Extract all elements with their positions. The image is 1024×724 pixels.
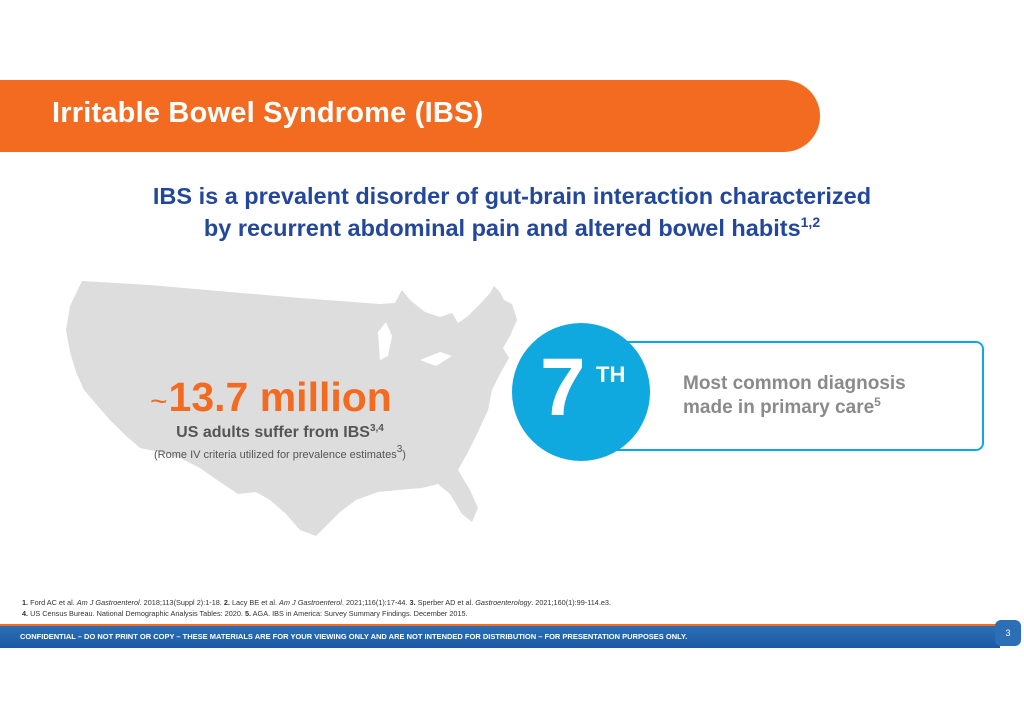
prevalence-value <box>150 374 410 421</box>
ref-number: 4. <box>22 609 29 618</box>
ref-number: 1. <box>22 598 29 607</box>
rank-text-line-2 <box>683 397 963 419</box>
ref-author: AGA. IBS in America: Survey Summary Findings. December 2015. <box>251 609 468 618</box>
rank-text-line-1: Most common diagnosis <box>683 373 906 394</box>
prevalence-note-close: ) <box>402 449 406 461</box>
references-line-1 <box>22 598 922 607</box>
prevalence-label-text: US adults suffer from IBS <box>176 424 370 441</box>
ref-author: US Census Bureau. National Demographic Analysis Tables: 2020. <box>28 609 245 618</box>
prevalence-note-text: (Rome IV criteria utilized for prevalence estimates <box>154 449 397 461</box>
ref-author: Ford AC et al. <box>28 598 77 607</box>
prevalence-number: 13.7 million <box>168 374 392 420</box>
rank-number: 7 <box>540 342 586 433</box>
prevalence-label <box>120 424 440 442</box>
headline-text-1: IBS is a prevalent disorder of gut-brain interaction characterized <box>152 183 872 209</box>
ref-citation: . 2021;160(1):99-114.e3. <box>531 598 612 607</box>
ref-citation: . 2018;113(Suppl 2):1-18. <box>139 598 224 607</box>
ref-author: Lacy BE et al. <box>229 598 280 607</box>
page-number: 3 <box>995 620 1021 646</box>
ref-number: 2. <box>223 598 230 607</box>
prevalence-citation: 3,4 <box>369 423 384 434</box>
rank-text-line-2-text: made in primary care <box>683 397 875 418</box>
prevalence-note-citation: 3 <box>396 444 403 455</box>
ref-author: Sperber AD et al. <box>415 598 476 607</box>
ref-number: 3. <box>409 598 416 607</box>
rank-ordinal-suffix: TH <box>596 362 626 387</box>
ref-journal: Am J Gastroenterol <box>76 598 140 607</box>
ref-citation: . 2021;116(1):17-44. <box>341 598 410 607</box>
references-line-2 <box>22 609 922 618</box>
headline-citation: 1,2 <box>800 214 821 230</box>
headline-text-2: by recurrent abdominal pain and altered bowel habits <box>203 215 801 241</box>
ref-number: 5. <box>244 609 252 618</box>
slide-title: Irritable Bowel Syndrome (IBS) <box>52 97 484 129</box>
rank-citation: 5 <box>874 395 881 409</box>
confidential-notice: CONFIDENTIAL – DO NOT PRINT OR COPY – THESE MATERIALS ARE FOR YOUR VIEWING ONLY AND ARE NOT INTENDED FOR DISTRIBUTION – FOR PRESENTATION PURPOSES ONLY. <box>20 632 688 641</box>
prevalence-note <box>100 444 460 461</box>
ref-journal: Am J Gastroenterol <box>279 598 342 607</box>
approx-symbol: ~ <box>150 385 168 418</box>
ref-journal: Gastroenterology <box>475 598 532 607</box>
